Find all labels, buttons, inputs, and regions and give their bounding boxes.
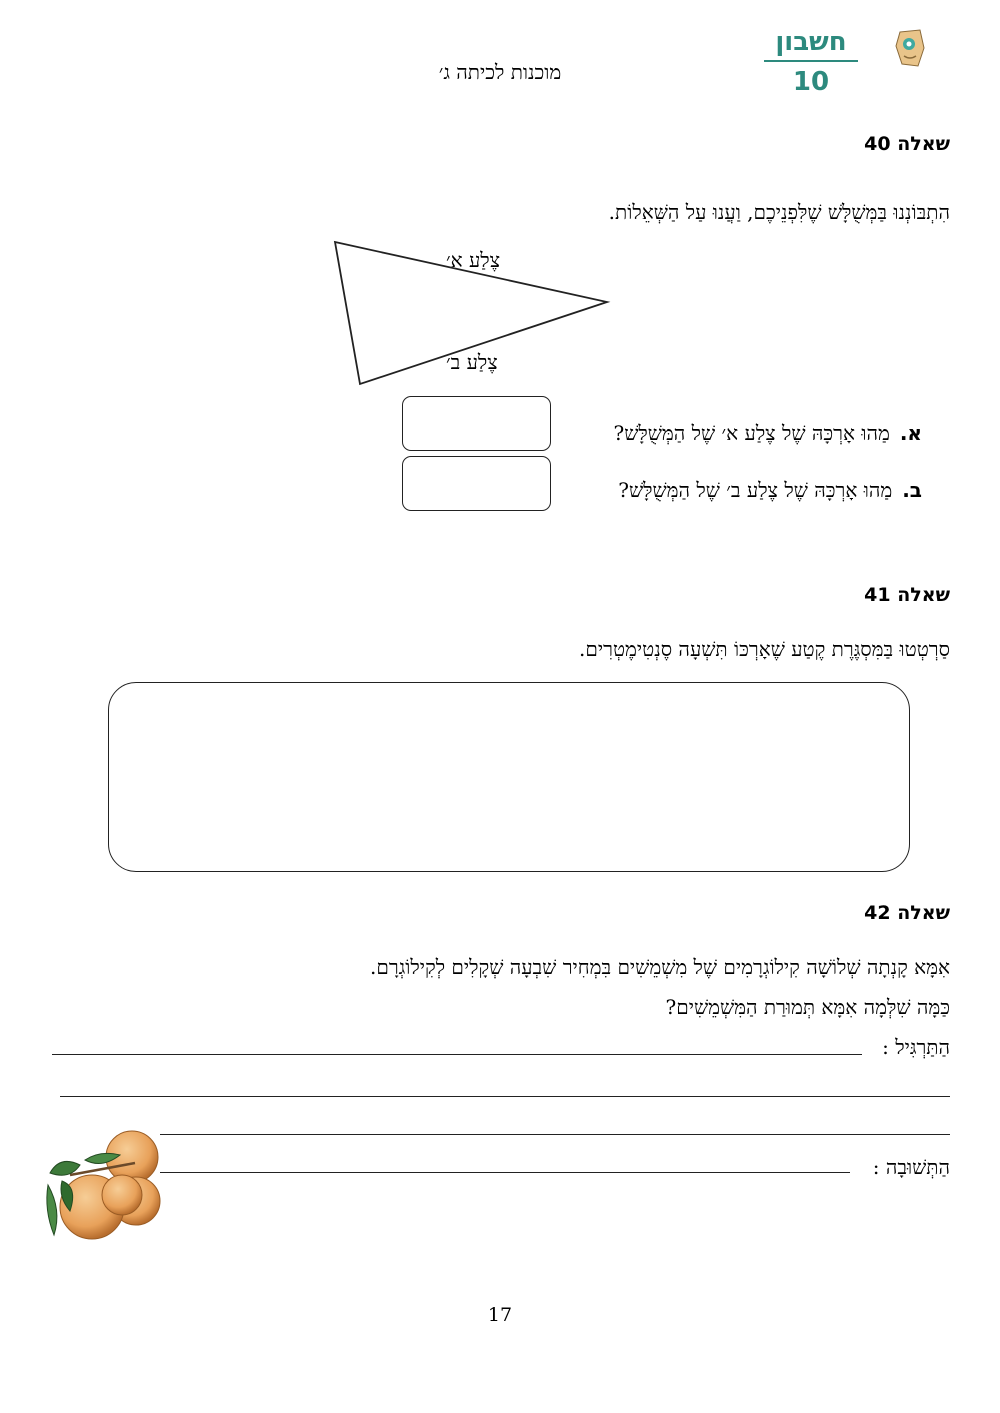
- answer-box-a[interactable]: [402, 396, 551, 451]
- logo-title: חשבון 10: [775, 27, 847, 97]
- sub-question-a-letter: א.: [899, 421, 922, 445]
- question-42-title: שאלה 42: [864, 902, 950, 924]
- sub-question-b-letter: ב.: [902, 478, 922, 502]
- exercise-label: הַתַּרְגִּיל :: [882, 1035, 950, 1059]
- question-41-title: שאלה 41: [864, 584, 950, 606]
- page-number: 17: [487, 1304, 513, 1326]
- apricots-illustration: [40, 1125, 165, 1245]
- page-subtitle: מוכנות לכיתה ג׳: [438, 60, 562, 84]
- sub-question-b: [618, 475, 922, 505]
- answer-line[interactable]: [160, 1172, 850, 1173]
- sub-question-a: [614, 418, 922, 448]
- side-b-label: צֶלַע ב׳: [446, 350, 498, 374]
- sub-question-b-text: מַהוּ אָרְכָּהּ שֶׁל צֶלַע ב׳ שֶׁל הַמְּשֻׁלָּשׁ?: [618, 478, 893, 502]
- apricot-icon: [102, 1175, 142, 1215]
- exercise-line-1[interactable]: [52, 1054, 862, 1055]
- leaf-icon: [47, 1185, 57, 1235]
- drawing-frame[interactable]: [108, 682, 910, 872]
- answer-label: הַתְּשׁוּבָה :: [872, 1155, 950, 1179]
- side-a-label: צֶלַע א׳: [446, 248, 501, 272]
- question-40-instruction: הִתְבּוֹנְנוּ בַּמְּשֻׁלָּשׁ שֶׁלִּפְנֵיכֶם, וַעֲנוּ עַל הַשְּׁאֵלוֹת.: [608, 200, 950, 224]
- exercise-line-2[interactable]: [60, 1096, 950, 1097]
- question-41-instruction: סַרְטְטוּ בַּמִּסְגֶּרֶת קֶטַע שֶׁאָרְכּוֹ תִּשְׁעָה סֶנְטִימֶטְרִים.: [579, 637, 950, 661]
- mascot-icon: [892, 26, 928, 70]
- answer-box-b[interactable]: [402, 456, 551, 511]
- exercise-line-3[interactable]: [160, 1134, 950, 1135]
- question-42-line-1: אִמָּא קָנְתָה שְׁלוֹשָׁה קִילוֹגְרָמִים שֶׁל מִשְׁמֵשִׁים בִּמְחִיר שִׁבְעָה שְׁקָלִים לְקִילוֹגְרָם.: [370, 955, 950, 979]
- question-40-title: שאלה 40: [864, 133, 950, 155]
- logo-underline: [764, 60, 858, 62]
- sub-question-a-text: מַהוּ אָרְכָּהּ שֶׁל צֶלַע א׳ שֶׁל הַמְּשֻׁלָּשׁ?: [613, 421, 890, 445]
- question-42-line-2: כַּמָּה שִׁלְּמָה אִמָּא תְּמוּרַת הַמִּשְׁמֵשִׁים?: [665, 995, 950, 1019]
